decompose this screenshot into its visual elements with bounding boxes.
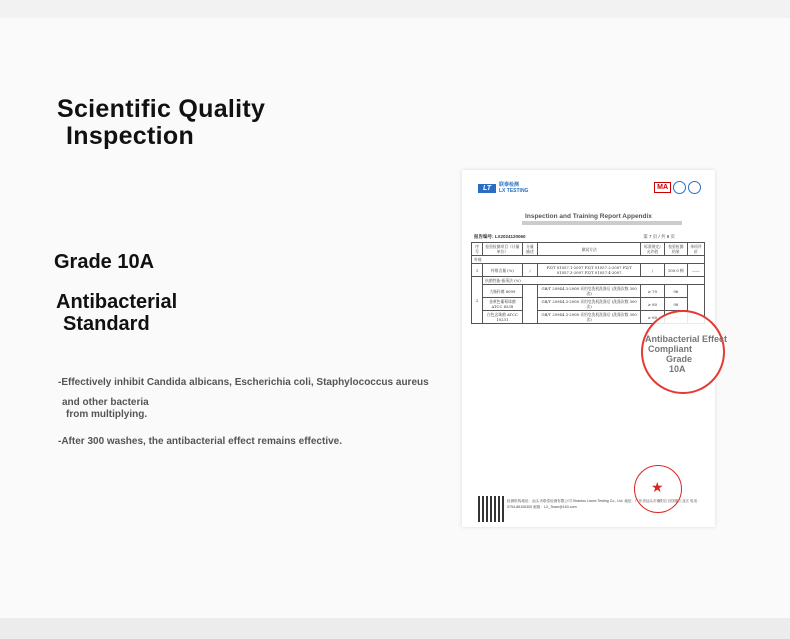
badge-line-4: 10A bbox=[669, 364, 686, 374]
standard-line-2: Standard bbox=[63, 313, 150, 335]
logo-text bbox=[499, 182, 528, 194]
bullet-1-continuation bbox=[62, 397, 149, 421]
th-method: 测试方法 bbox=[538, 243, 641, 256]
bullet-1-cont-1: and other bacteria bbox=[62, 397, 149, 408]
cell: —— bbox=[687, 264, 704, 277]
cert-marks bbox=[654, 181, 701, 194]
table-row bbox=[472, 298, 705, 311]
report-footer: 检测机构地址：汕头市联泰检测有限公司 Shantou Lianxi Testing Co., Ltd. 地址：广东省汕头市潮阳区谷饶镇工业区 电话：0754-86106300 邮箱：LX_Team@163.com bbox=[507, 499, 701, 509]
cell: GB/T 20944.3-2008 采用皂洗机洗涤后 (洗涤次数 300 次) bbox=[538, 285, 641, 298]
standard-line-1: Antibacterial bbox=[56, 291, 178, 313]
logo-mark: LT bbox=[478, 184, 496, 193]
badge-line-3: Grade bbox=[666, 354, 693, 364]
bullet-2: -After 300 washes, the antibacterial effect remains effective. bbox=[58, 436, 343, 447]
th-eval: 单项评价 bbox=[687, 243, 704, 256]
cell: ≥ 60 bbox=[641, 311, 665, 324]
logo-en: LX TESTING bbox=[499, 188, 529, 194]
badge-line-2: Compliant bbox=[648, 344, 692, 354]
compliance-badge-text bbox=[645, 334, 727, 374]
table-header-row bbox=[472, 243, 705, 256]
badge-line-1: Antibacterial Effect bbox=[645, 334, 728, 344]
title-line-2: Inspection bbox=[66, 122, 195, 150]
cell bbox=[522, 285, 538, 324]
cell: 1 bbox=[472, 264, 483, 277]
cell: 96 bbox=[664, 285, 687, 298]
report-subtitle-blur bbox=[522, 221, 682, 225]
cell: 98 bbox=[664, 298, 687, 311]
th-result: 检验检测结果 bbox=[664, 243, 687, 256]
section-label: 外观 bbox=[472, 256, 705, 264]
table-section-row bbox=[472, 256, 705, 264]
cell: ≥ 70 bbox=[641, 285, 665, 298]
cell: 抗菌性能-振荡法 (%) bbox=[483, 277, 705, 285]
seal-star-icon: ★ bbox=[651, 479, 664, 495]
standard-heading bbox=[56, 291, 177, 335]
title-line-1: Scientific Quality bbox=[57, 95, 266, 123]
page-title bbox=[57, 96, 265, 150]
cell: / bbox=[641, 264, 665, 277]
cell: 纤维含量 (%) bbox=[483, 264, 523, 277]
table-row bbox=[472, 264, 705, 277]
cell: GB/T 20944.3-2008 采用皂洗机洗涤后 (洗涤次数 300 次) bbox=[538, 311, 641, 324]
cell: 2 bbox=[472, 277, 483, 324]
th-item: 检验检测项目（计量单位） bbox=[483, 243, 523, 256]
report-title: Inspection and Training Report Appendix bbox=[525, 213, 652, 220]
cell: GB/T 20944.3-2008 采用皂洗机洗涤后 (洗涤次数 300 次) bbox=[538, 298, 641, 311]
th-no: 序号 bbox=[472, 243, 483, 256]
th-desc: 分量描述 bbox=[522, 243, 538, 256]
th-limit: 标准规定/允许值 bbox=[641, 243, 665, 256]
ilac-icon bbox=[673, 181, 686, 194]
cell: 金黄色葡萄球菌 ATCC 6538 bbox=[483, 298, 523, 311]
cell: 100.0 棉 bbox=[664, 264, 687, 277]
table-row bbox=[472, 277, 705, 285]
qr-code-icon bbox=[478, 496, 504, 522]
cma-icon: MA bbox=[654, 182, 671, 193]
bullet-1-cont-2: from multiplying. bbox=[66, 409, 148, 420]
cell: 白色念珠菌 ATCC 10231 bbox=[483, 311, 523, 324]
cnas-icon bbox=[688, 181, 701, 194]
lab-logo bbox=[478, 182, 528, 194]
bullet-1: -Effectively inhibit Candida albicans, Escherichia coli, Staphylococcus aureus bbox=[58, 377, 429, 388]
cell: ≥ 80 bbox=[641, 298, 665, 311]
cell: / bbox=[522, 264, 538, 277]
cell: FZ/T 01057.1-2007 FZ/T 01057.2-2007 FZ/T 01057.3-2007 FZ/T 01057.4-2007 bbox=[538, 264, 641, 277]
logo-cn: 联泰检测 bbox=[499, 182, 520, 188]
bottom-bar bbox=[0, 618, 790, 639]
report-number: 报告编号: LX2024120060 bbox=[474, 234, 526, 239]
grade-heading: Grade 10A bbox=[54, 251, 155, 273]
cell: 大肠杆菌 8099 bbox=[483, 285, 523, 298]
report-page: 第 7 页 / 共 8 页 bbox=[643, 234, 675, 239]
table-row bbox=[472, 285, 705, 298]
